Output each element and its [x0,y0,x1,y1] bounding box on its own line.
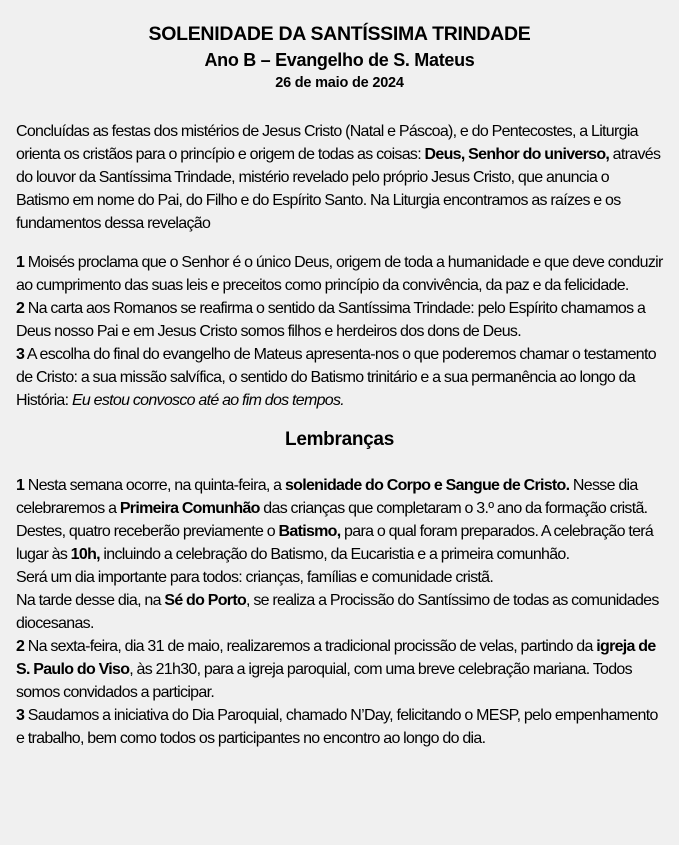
page-date: 26 de maio de 2024 [275,75,404,91]
bulletin-header [16,21,663,94]
lembrancas-paragraph: 1 Nesta semana ocorre, na quinta-feira, a solenidade do Corpo e Sangue de Cristo. Nesse dia celebraremos a Primeira Comunhão das crianças que completaram o 3.º ano da formação cristã. Destes, quatro receberão previamente o Batismo, para o qual foram preparados. A celebração terá lugar às 10h, incluindo a celebração do Batismo, da Eucaristia e a primeira comunhão. Será um dia importante para todos: crianças, famílias e comunidade cristã. Na tarde desse dia, na Sé do Porto, se realiza a Procissão do Santíssimo de todas as comunidades diocesanas. 2 Na sexta-feira, dia 31 de maio, realizaremos a tradicional procissão de velas, partindo da igreja de S. Paulo do Viso, às 21h30, para a igreja paroquial, com uma breve celebração mariana. Todos somos convidados a participar. 3 Saudamos a iniciativa do Dia Paroquial, chamado N’Day, felicitando o MESP, pelo empenhamento e trabalho, bem como todos os participantes no encontro ao longo do dia. [16,477,659,747]
readings-commentary-paragraph: 1 Moisés proclama que o Senhor é o único Deus, origem de toda a humanidade e que deve conduzir ao cumprimento das suas leis e preceitos como princípio da convivência, da paz e da felicidade. 2 Na carta aos Romanos se reafirma o sentido da Santíssima Trindade: pelo Espírito chamamos a Deus nosso Pai e em Jesus Cristo somos filhos e herdeiros dos dons de Deus. 3 A escolha do final do evangelho de Mateus apresenta-nos o que poderemos chamar o testamento de Cristo: a sua missão salvífica, o sentido do Batismo trinitário e a sua permanência ao longo da História: Eu estou convosco até ao fim dos tempos. [16,254,663,409]
section-heading-lembrancas: Lembranças [285,429,394,450]
page-subtitle: Ano B – Evangelho de S. Mateus [204,50,475,70]
intro-paragraph: Concluídas as festas dos mistérios de Jesus Cristo (Natal e Páscoa), e do Pentecostes, a Liturgia orienta os cristãos para o princípio e origem de todas as coisas: Deus, Senhor do universo, através do louvor da Santíssima Trindade, mistério revelado pelo próprio Jesus Cristo, que anuncia o Batismo em nome do Pai, do Filho e do Espírito Santo. Na Liturgia encontramos as raízes e os fundamentos dessa revelação [16,123,661,232]
bulletin-body [16,120,663,750]
page-title: SOLENIDADE DA SANTÍSSIMA TRINDADE [148,23,531,45]
